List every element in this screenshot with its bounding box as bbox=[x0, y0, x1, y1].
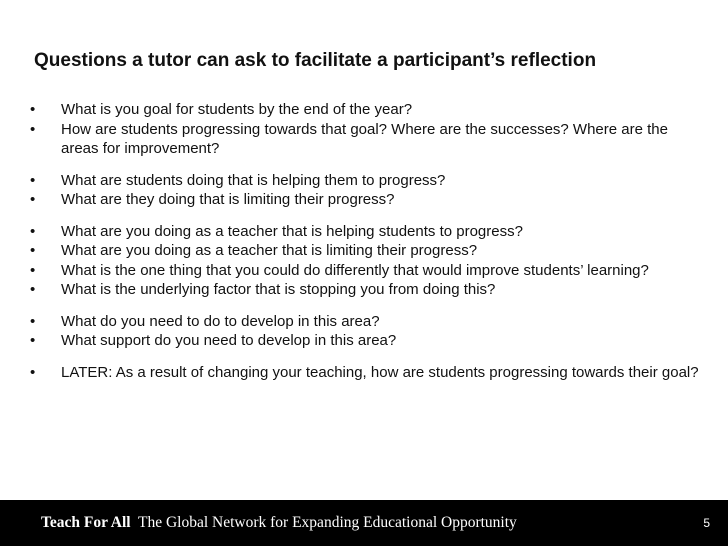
page-number: 5 bbox=[703, 516, 710, 530]
slide-title: Questions a tutor can ask to facilitate a participant’s reflection bbox=[34, 50, 597, 71]
bullet-text: What are they doing that is limiting their progress? bbox=[61, 191, 395, 208]
bullet-item bbox=[30, 331, 702, 351]
bullet-text: How are students progressing towards that goal? Where are the successes? Where are the areas for improvement? bbox=[61, 120, 668, 157]
bullet-icon: • bbox=[30, 261, 36, 279]
bullet-text: What are students doing that is helping them to progress? bbox=[61, 171, 446, 189]
bullet-text: What support do you need to develop in this area? bbox=[61, 332, 397, 349]
bullet-item bbox=[30, 312, 702, 332]
bullet-group bbox=[30, 312, 702, 351]
bullet-text: What are you doing as a teacher that is limiting their progress? bbox=[61, 242, 478, 259]
bullet-list bbox=[30, 100, 702, 394]
bullet-text: What is the underlying factor that is stopping you from doing this? bbox=[61, 281, 496, 298]
bullet-group bbox=[30, 222, 702, 300]
bullet-icon: • bbox=[30, 242, 36, 259]
bullet-group bbox=[30, 171, 702, 210]
bullet-text: What is you goal for students by the end of the year? bbox=[61, 101, 413, 118]
bullet-icon: • bbox=[30, 101, 36, 118]
bullet-icon: • bbox=[30, 171, 36, 189]
footer-bar bbox=[0, 500, 728, 546]
bullet-item bbox=[30, 280, 702, 300]
bullet-text: What is the one thing that you could do differently that would improve students’ learning? bbox=[61, 261, 649, 279]
bullet-text: What are you doing as a teacher that is helping students to progress? bbox=[61, 222, 523, 240]
bullet-item bbox=[30, 241, 702, 261]
bullet-item bbox=[30, 120, 702, 159]
bullet-item bbox=[30, 222, 702, 242]
bullet-item bbox=[30, 100, 702, 120]
bullet-icon: • bbox=[30, 120, 36, 138]
bullet-icon: • bbox=[30, 191, 36, 208]
bullet-item bbox=[30, 261, 702, 281]
bullet-icon: • bbox=[30, 363, 36, 381]
footer-tagline: The Global Network for Expanding Educational Opportunity bbox=[138, 514, 517, 531]
bullet-icon: • bbox=[30, 332, 36, 349]
bullet-icon: • bbox=[30, 222, 36, 240]
bullet-text: LATER: As a result of changing your teaching, how are students progressing towards their goal? bbox=[61, 363, 699, 381]
bullet-item bbox=[30, 171, 702, 191]
bullet-icon: • bbox=[30, 281, 36, 298]
brand-logo: Teach For All bbox=[41, 514, 131, 531]
bullet-group bbox=[30, 100, 702, 159]
bullet-group bbox=[30, 363, 702, 383]
bullet-text: What do you need to do to develop in this area? bbox=[61, 312, 380, 330]
bullet-item bbox=[30, 363, 702, 383]
bullet-item bbox=[30, 190, 702, 210]
bullet-icon: • bbox=[30, 312, 36, 330]
